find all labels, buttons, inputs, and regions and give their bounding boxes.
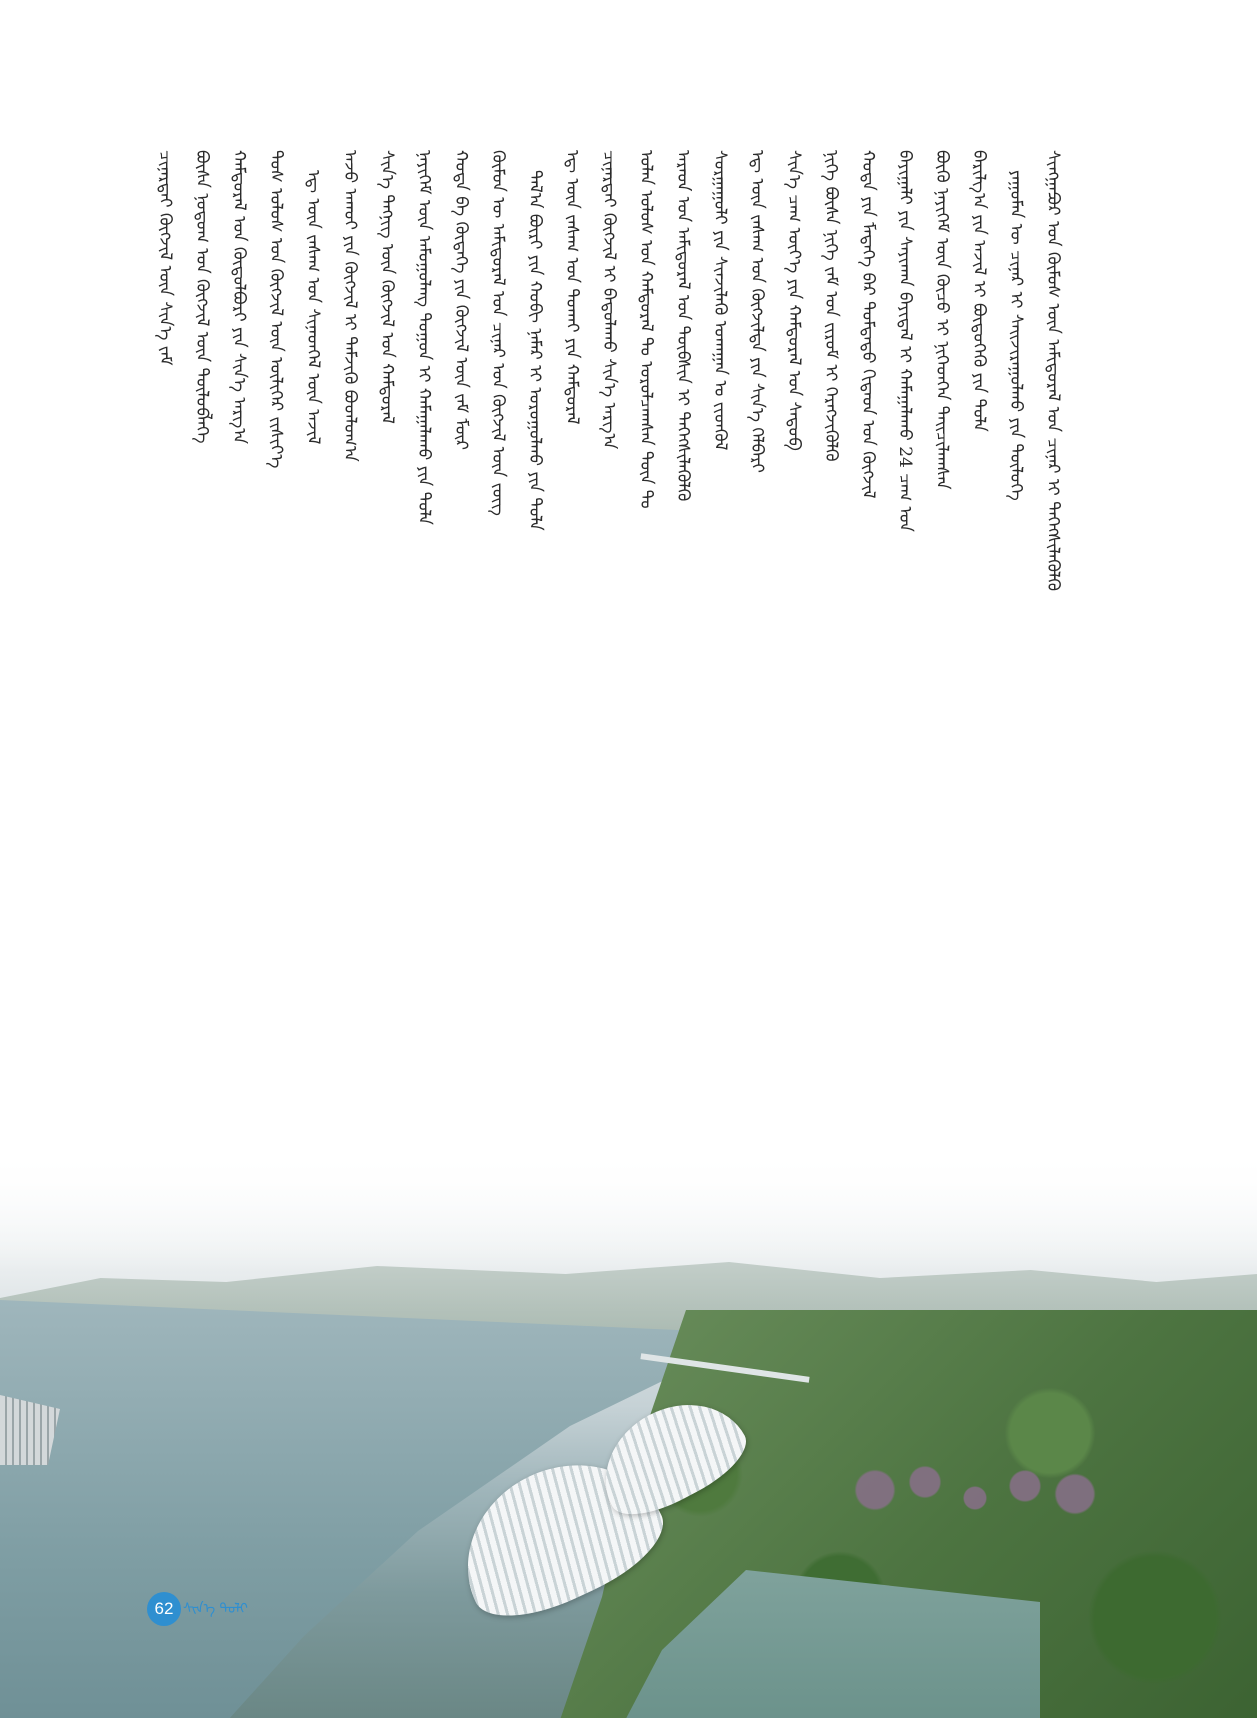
text-column: ᠬᠣᠲᠠ ᠪᠠ ᠬᠥᠳᠡᠭᠡ ᠶᠢᠨ ᠬᠥᠭᠵᠢᠯ ᠦᠨ ᠵᠠᠮ ᠮᠥᠷ bbox=[451, 150, 471, 451]
text-column: ᠴᠢᠨᠠᠷᠲᠠᠢ ᠬᠥᠭᠵᠢᠯ ᠢ ᠪᠠᠲᠤᠯᠠᠬᠤ ᠰᠢᠨ᠎ᠡ ᠠᠷᠭ᠎ᠠ bbox=[599, 150, 619, 450]
text-column: ᠰᠢᠨᠭᠭᠠᠫᠦᠷ ᠤᠨ ᠬᠦᠮᠦᠰ ᠦᠨ ᠠᠮᠢᠳᠤᠷᠠᠯ ᠤᠨ ᠴᠢᠨᠠᠷ ᠢ ᠳᠡᠭᠡᠭᠰᠢᠯᠡᠭᠦᠯᠬᠦ bbox=[1043, 150, 1063, 592]
text-column: ᠲᠤᠰ ᠤᠯᠤᠰ ᠤᠨ ᠬᠥᠭᠵᠢᠯ ᠦᠨ ᠦᠯᠢᠭᠡᠷ ᠵᠢᠱᠢᠶ᠎ᠡ bbox=[266, 150, 286, 469]
text-column: ᠰᠤᠷᠭᠠᠭᠤᠯᠢ ᠶᠢᠨ ᠰᠢᠨᠵᠢᠯᠡᠬᠦ ᠤᠬᠠᠭᠠᠨ ᠤ ᠵᠢᠳᠭᠦᠯ bbox=[710, 150, 730, 451]
article-text bbox=[155, 150, 1065, 1180]
text-column: ᠪᠦᠬᠦ ᠨᠡᠶᠢᠭᠡᠮ ᠦᠨ ᠬᠦᠴᠦ ᠢ ᠨᠢᠭᠡᠳᠬᠡᠨ ᠳᠠᠢᠴᠢᠯᠠᠭᠰᠠᠨ bbox=[932, 150, 952, 490]
text-column: ᠪᠠᠷᠢᠯᠭ᠎ᠠ ᠶᠢᠨ ᠠᠵᠢᠯ ᠢ ᠪᠦᠲᠦᠭᠡᠬᠦ ᠶᠢᠨ ᠲᠤᠯᠠ bbox=[969, 150, 989, 432]
supertree-grove bbox=[850, 1450, 1100, 1530]
text-column: ᠬᠠᠮᠲᠤᠷᠠᠯ ᠤᠨ ᠬᠥᠲᠥᠯᠪᠦᠷᠢ ᠶᠢᠨ ᠰᠢᠨ᠎ᠡ ᠠᠷᠭ᠎ᠠ bbox=[229, 150, 249, 445]
text-column: ᠠᠵᠤ ᠠᠬᠤᠢ ᠶᠢᠨ ᠬᠥᠭᠵᠢᠯ ᠢ ᠳᠡᠮᠵᠢᠬᠦ ᠪᠣᠳᠯᠣᠭ᠎ᠠ bbox=[340, 150, 360, 462]
magazine-name: ᠰᠢᠨ᠎ᠡ ᠲᠣᠯᠢ bbox=[183, 1601, 248, 1617]
text-column: ᠡᠳ᠋ ᠦᠨ ᠵᠠᠰᠠᠭ ᠤᠨ ᠰᠢᠨᠡᠳᠬᠡᠯ ᠦᠨ ᠠᠵᠢᠯ bbox=[303, 170, 323, 445]
sky-haze bbox=[0, 1150, 1257, 1270]
text-column: ᠬᠣᠲᠠ ᠶᠢᠨ ᠮᠡᠳᠡᠭᠡ ᠪᠠᠷ ᠳᠤᠮᠳᠠᠳᠤ ᠬᠢᠳᠠᠳ ᠤᠨ ᠬᠥᠭᠵᠢᠯ bbox=[858, 150, 878, 499]
page-number: 62 bbox=[147, 1592, 181, 1626]
text-column: ᠡᠳ᠋ ᠦᠨ ᠵᠠᠰᠠᠭ ᠤᠨ ᠲᠤᠬᠠᠢ ᠶᠢᠨ ᠬᠠᠮᠲᠤᠷᠠᠯ bbox=[562, 150, 582, 425]
text-column: ᠪᠦᠰᠡ ᠨᠤᠲᠤᠭ ᠤᠨ ᠬᠥᠭᠵᠢᠯ ᠦᠨ ᠲᠥᠯᠥᠪᠯᠡᠭᠡ bbox=[192, 150, 212, 444]
text-column: ᠨᠡᠶᠢᠭᠡᠮ ᠦᠨ ᠠᠮᠤᠭᠤᠯᠠᠩ ᠲᠤᠭᠤᠨ ᠢ ᠬᠠᠮᠠᠭᠠᠯᠠᠬᠤ ᠶᠢᠨ ᠲᠤᠯᠠ bbox=[414, 150, 434, 525]
text-column: ᠣᠯᠠᠨ ᠤᠯᠤᠰ ᠤᠨ ᠬᠠᠮᠲᠤᠷᠠᠯ ᠲᠤ ᠣᠷᠣᠯᠴᠠᠭᠰᠠᠨ ᠳᠦᠨ ᠲᠤ bbox=[636, 150, 656, 509]
text-column: ᠶᠠᠭᠤᠮᠠᠨ ᠦ ᠴᠢᠨᠠᠷ ᠢ ᠰᠠᠢᠵᠢᠷᠠᠭᠤᠯᠬᠤ ᠶᠢᠨ ᠲᠥᠯᠥᠭᠡ bbox=[1006, 170, 1026, 501]
text-column: ᠬᠦᠮᠦᠨ ᠦ ᠠᠮᠢᠳᠤᠷᠠᠯ ᠤᠨ ᠴᠢᠨᠠᠷ ᠤᠨ ᠬᠥᠭᠵᠢᠯ ᠦᠨ ᠵᠦᠭ bbox=[488, 150, 508, 516]
aerial-city-photo bbox=[0, 1150, 1257, 1718]
text-column: ᠴᠢᠨᠠᠷᠲᠠᠢ ᠬᠥᠭᠵᠢᠯ ᠦᠨ ᠰᠢᠨ᠎ᠡ ᠵᠠᠮ bbox=[155, 150, 175, 366]
text-column: ᠡᠳ᠋ ᠦᠨ ᠵᠠᠰᠠᠭ ᠤᠨ ᠬᠥᠭᠵᠢᠯᠲᠡ ᠶᠢᠨ ᠰᠢᠨ᠎ᠡ ᠬᠡᠯᠪᠡᠷᠢ bbox=[747, 150, 767, 473]
text-column: ᠰᠢᠨ᠎ᠡ ᠴᠠᠭ ᠦᠶ᠎ᠡ ᠶᠢᠨ ᠬᠠᠮᠲᠤᠷᠠᠯ ᠤᠨ ᠰᠡᠳᠦᠪ bbox=[784, 150, 804, 451]
text-column: ᠪᠠᠶᠢᠭᠠᠯᠢ ᠶᠢᠨ ᠰᠠᠶᠢᠬᠠᠨ ᠪᠠᠶᠢᠳᠠᠯ ᠢ ᠬᠠᠮᠠᠭᠠᠯᠠᠬᠤ 24 ᠴᠠᠭ ᠤᠨ bbox=[895, 150, 915, 532]
text-column: ᠲᠠᠯ᠎ᠠ ᠪᠦᠷᠢ ᠶᠢᠨ ᠬᠤᠪᠢ ᠨᠡᠮᠡᠷ ᠢ ᠣᠷᠣᠭᠤᠯᠬᠤ ᠶᠢᠨ ᠲᠤᠯᠠ bbox=[525, 170, 545, 531]
text-column: ᠰᠢᠨ᠎ᠡ ᠲᠡᠬᠨᠢᠭ ᠦᠨ ᠬᠥᠭᠵᠢᠯ ᠤᠨ ᠬᠠᠮᠲᠤᠷᠠᠯ bbox=[377, 150, 397, 424]
text-column: ᠨᠢᠭᠡ ᠪᠦᠰᠡ ᠨᠢᠭᠡ ᠵᠠᠮ ᠤᠨ ᠵᠢᠷᠤᠮ ᠢ ᠬᠡᠷᠡᠭᠵᠢᠭᠦᠯᠬᠦ bbox=[821, 150, 841, 462]
text-column: ᠠᠷᠠᠳ ᠤᠨ ᠠᠮᠢᠳᠤᠷᠠᠯ ᠤᠨ ᠲᠦᠪᠰᠢᠨ ᠢ ᠳᠡᠭᠡᠭᠰᠢᠯᠡᠭᠦᠯᠬᠦ bbox=[673, 150, 693, 502]
